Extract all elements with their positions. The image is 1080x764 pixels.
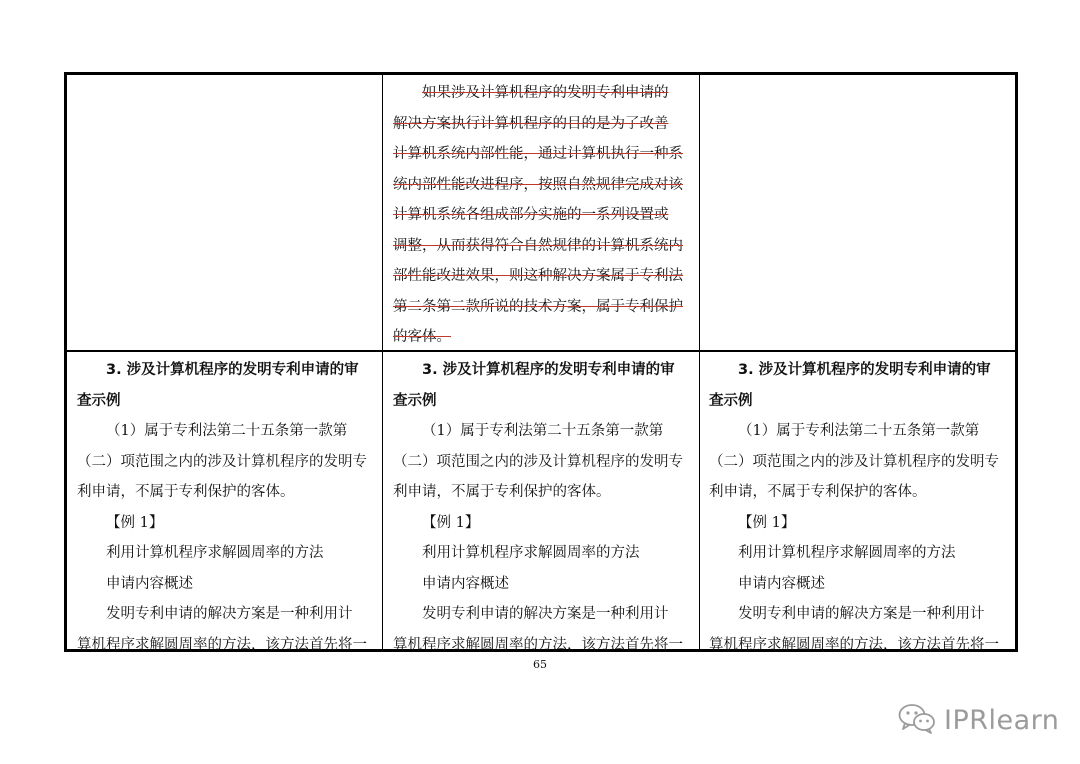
example-title: 利用计算机程序求解圆周率的方法	[106, 545, 324, 561]
paragraph-line: 利申请，不属于专利保护的客体。	[393, 484, 611, 500]
section-heading: 3. 涉及计算机程序的发明专利申请的审	[738, 362, 991, 378]
example-label: 【例 1】	[422, 514, 480, 531]
deleted-line: 统内部性能改进程序，按照自然规律完成对该	[393, 176, 683, 193]
deleted-line: 计算机系统内部性能，通过计算机执行一种系	[393, 146, 683, 162]
section-heading: 查示例	[393, 392, 437, 409]
paragraph-line: 利申请，不属于专利保护的客体。	[709, 484, 927, 500]
section-heading: 查示例	[77, 392, 121, 409]
watermark	[898, 700, 1059, 740]
comparison-table	[64, 72, 1018, 652]
page-number: 65	[533, 658, 547, 671]
summary-label: 申请内容概述	[738, 575, 825, 592]
paragraph-line: 发明专利申请的解决方案是一种利用计	[738, 606, 985, 622]
summary-label: 申请内容概述	[106, 575, 193, 592]
paragraph-line: 算机程序求解圆周率的方法，该方法首先将一	[77, 636, 367, 653]
paragraph-line: （1）属于专利法第二十五条第一款第	[106, 423, 348, 439]
example-title: 利用计算机程序求解圆周率的方法	[422, 545, 640, 561]
watermark-text: IPRlearn	[944, 704, 1060, 736]
deleted-line: 的客体。	[393, 329, 451, 345]
deleted-line: 如果涉及计算机程序的发明专利申请的	[422, 85, 669, 101]
deleted-line: 部性能改进效果，则这种解决方案属于专利法	[393, 268, 683, 284]
column-divider	[699, 75, 700, 649]
column-divider	[382, 75, 383, 649]
paragraph-line: （二）项范围之内的涉及计算机程序的发明专	[709, 453, 999, 470]
column-right	[709, 355, 1011, 660]
deleted-line: 计算机系统各组成部分实施的一系列设置或	[393, 207, 669, 223]
paragraph-line: （1）属于专利法第二十五条第一款第	[738, 423, 980, 439]
deleted-line: 第二条第二款所说的技术方案，属于专利保护	[393, 298, 683, 315]
paragraph-line: 算机程序求解圆周率的方法，该方法首先将一	[393, 636, 683, 653]
wechat-icon	[898, 702, 936, 738]
deleted-line: 调整，从而获得符合自然规律的计算机系统内	[393, 237, 683, 254]
column-left	[77, 355, 377, 660]
summary-label: 申请内容概述	[422, 575, 509, 592]
paragraph-line: 发明专利申请的解决方案是一种利用计	[422, 606, 669, 622]
example-title: 利用计算机程序求解圆周率的方法	[738, 545, 956, 561]
paragraph-line: （1）属于专利法第二十五条第一款第	[422, 423, 664, 439]
example-label: 【例 1】	[738, 514, 796, 531]
paragraph-line: （二）项范围之内的涉及计算机程序的发明专	[393, 453, 683, 470]
deleted-text-cell	[393, 78, 693, 353]
example-label: 【例 1】	[106, 514, 164, 531]
section-heading: 3. 涉及计算机程序的发明专利申请的审	[422, 362, 675, 378]
deleted-line: 解决方案执行计算机程序的目的是为了改善	[393, 115, 669, 132]
paragraph-line: （二）项范围之内的涉及计算机程序的发明专	[77, 453, 367, 470]
column-middle	[393, 355, 693, 660]
paragraph-line: 算机程序求解圆周率的方法，该方法首先将一	[709, 636, 999, 653]
paragraph-line: 发明专利申请的解决方案是一种利用计	[106, 606, 353, 622]
section-heading: 3. 涉及计算机程序的发明专利申请的审	[106, 362, 359, 378]
section-heading: 查示例	[709, 392, 753, 409]
paragraph-line: 利申请，不属于专利保护的客体。	[77, 484, 295, 500]
